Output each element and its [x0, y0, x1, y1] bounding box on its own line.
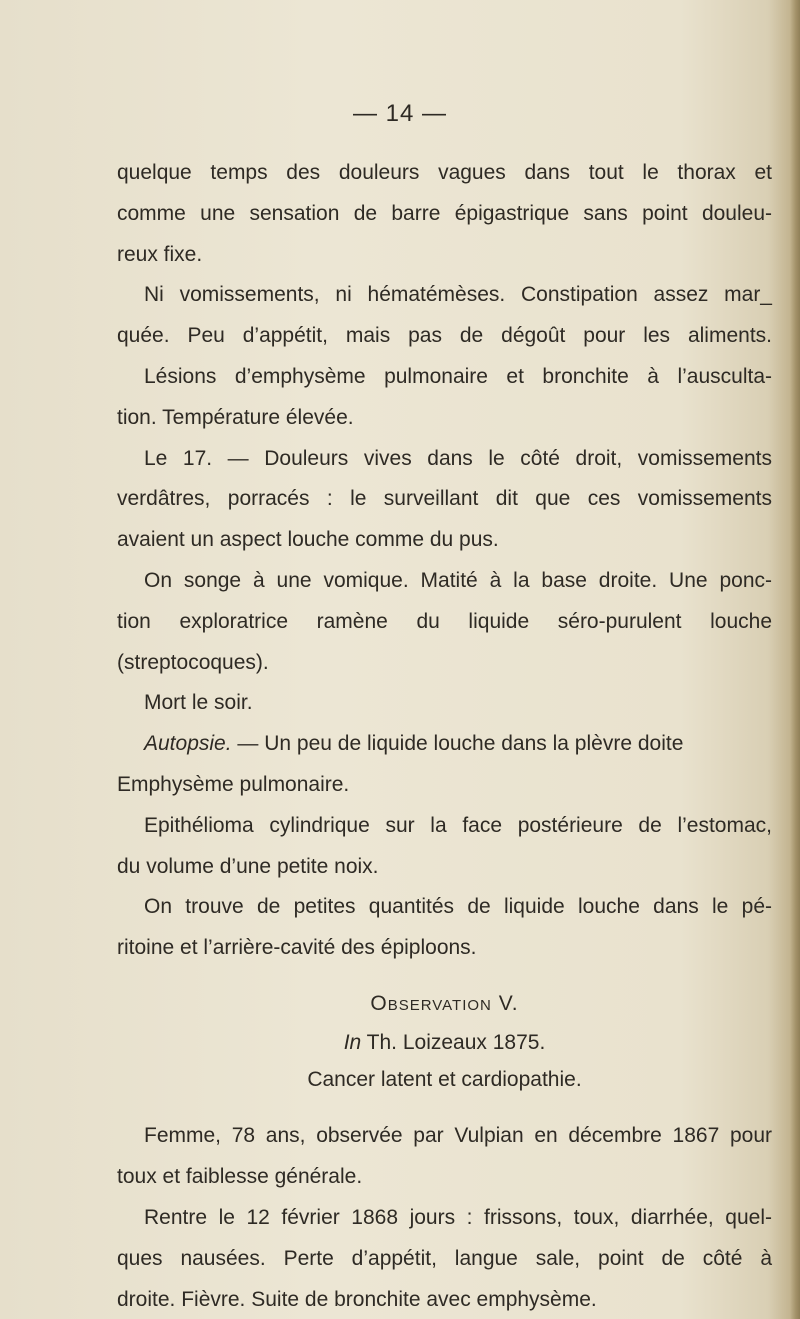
text-line: Epithélioma cylindrique sur la face postérieure de l’estomac, — [144, 813, 772, 837]
page-edge — [790, 0, 800, 1319]
text-line: (streptocoques). — [117, 650, 269, 674]
text-line: Mort le soir. — [144, 691, 253, 715]
text-line: On trouve de petites quantités de liquide louche dans le pé- — [144, 895, 772, 919]
subtitle: Cancer latent et cardiopathie. — [307, 1068, 582, 1092]
source-line — [117, 1030, 772, 1054]
text-line: quelque temps des douleurs vagues dans tout le thorax et — [117, 161, 772, 184]
text-line: ritoine et l’arrière-cavité des épiploons. — [117, 936, 477, 960]
text-line: droite. Fièvre. Suite de bronchite avec emphysème. — [117, 1288, 597, 1312]
text-line: Le 17. — Douleurs vives dans le côté droit, vomissements — [144, 446, 772, 470]
text-line: Lésions d’emphysème pulmonaire et bronchite à l’ausculta- — [144, 365, 772, 388]
text-line: toux et faiblesse générale. — [117, 1165, 363, 1189]
autopsie-line — [117, 734, 772, 754]
text-line: reux fixe. — [117, 242, 203, 266]
page-number: — 14 — — [352, 100, 448, 127]
text-line: ques nausées. Perte d’appétit, langue sale, point de côté à — [117, 1247, 772, 1271]
text-line: Rentre le 12 février 1868 jours : frissons, toux, diarrhée, quel- — [144, 1206, 772, 1230]
text-line: tion. Température élevée. — [117, 405, 354, 429]
observation-heading: Observation V. — [370, 992, 519, 1016]
text-line: du volume d’une petite noix. — [117, 854, 379, 878]
text-line: avaient un aspect louche comme du pus. — [117, 528, 499, 552]
text-line: tion exploratrice ramène du liquide séro-purulent louche — [117, 609, 772, 633]
text-line: comme une sensation de barre épigastrique sans point douleu- — [117, 201, 772, 225]
source-in: In — [343, 1030, 362, 1054]
text-line: verdâtres, porracés : le surveillant dit que ces vomissements — [117, 487, 772, 511]
text-line: On songe à une vomique. Matité à la base droite. Une ponc- — [144, 569, 772, 592]
autopsie-text: — Un peu de liquide louche dans la plèvre doite — [237, 732, 684, 756]
source-rest: Th. Loizeaux 1875. — [361, 1030, 546, 1054]
text-line: quée. Peu d’appétit, mais pas de dégoût pour les aliments. — [117, 324, 772, 348]
text-line: Emphysème pulmonaire. — [117, 773, 350, 796]
autopsie-label: Autopsie. — [144, 732, 232, 756]
text-line: Femme, 78 ans, observée par Vulpian en décembre 1867 pour — [144, 1124, 772, 1148]
text-line: Ni vomissements, ni hématémèses. Constipation assez mar_ — [144, 283, 772, 307]
